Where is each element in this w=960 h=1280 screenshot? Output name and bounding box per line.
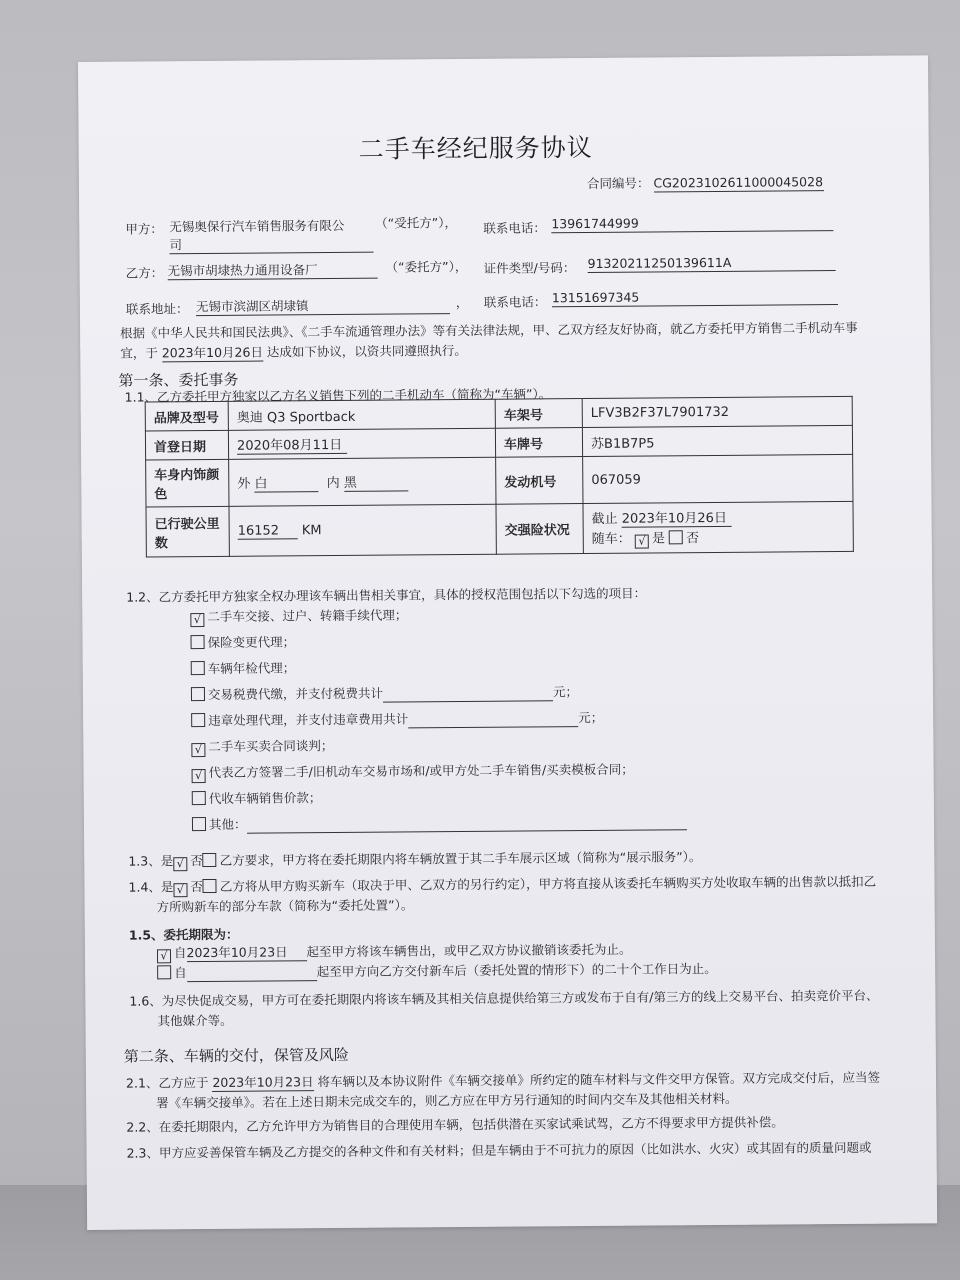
item-checkbox[interactable]	[192, 817, 206, 831]
party-b-role: （“委托方”），	[385, 258, 468, 275]
authorization-item	[192, 762, 634, 783]
term-option-1	[157, 942, 632, 964]
clause-text: 为尽快促成交易，甲方可在委托期限内将该车辆及其相关信息提供给第三方或发布于自有/第三方的线上交易平台、拍卖竞价平台、	[161, 987, 879, 1009]
item-checkbox[interactable]: √	[191, 743, 205, 757]
term-text: 起至甲方向乙方交付新车后（委托处置的情形下）的二十个工作日为止。	[316, 961, 717, 980]
brand-label: 品牌及型号	[145, 401, 228, 431]
clause-text: 甲方应妥善保管车辆及乙方提交的各种文件和有关材料；但是车辆由于不可抗力的原因（比如洪水、火灾）或其固有的质量问题或	[158, 1139, 872, 1161]
with-car-yes: 是	[651, 531, 665, 547]
term-from: 自	[174, 965, 187, 981]
plate-label: 车牌号	[495, 428, 582, 458]
term-option-2	[157, 961, 717, 982]
item-checkbox[interactable]	[191, 713, 205, 727]
clause-1-5	[129, 927, 239, 944]
party-a-name: 无锡奥保行汽车销售服务有限公	[169, 217, 345, 235]
contract-page	[78, 55, 937, 1230]
clause-heading: 委托期限为：	[163, 926, 239, 943]
with-car-yes-checkbox[interactable]: √	[635, 535, 649, 549]
item-text: 其他：	[208, 816, 247, 832]
preamble-text: 宜，于	[120, 345, 158, 361]
no-text: 否	[190, 879, 203, 895]
term-text: 起至甲方将该车辆售出，或甲乙双方协议撤销该委托为止。	[306, 941, 632, 960]
with-car-label: 随车：	[591, 531, 631, 547]
item-checkbox[interactable]	[191, 687, 205, 701]
authorization-item	[192, 790, 322, 807]
interior-label: 内	[326, 475, 340, 492]
mileage-label: 已行驶公里数	[146, 506, 229, 557]
reg-date-value: 2020年08月11日	[237, 434, 347, 455]
with-car-no-checkbox[interactable]	[669, 530, 683, 544]
clause-1-3	[128, 849, 701, 872]
yes-checkbox[interactable]: √	[173, 857, 187, 871]
contact-comma: ，	[455, 294, 469, 311]
reg-date-cell	[228, 428, 495, 459]
clause-1-6-cont: 其他媒介等。	[157, 1012, 233, 1029]
item-text: 二手车交接、过户、转籍手续代理；	[207, 607, 408, 625]
item-text: 保险变更代理；	[207, 634, 296, 651]
insurance-until: 2023年10月26日	[622, 507, 732, 528]
item-suffix: 元；	[578, 709, 604, 726]
item-text: 违章处理代理，并支付违章费用共计	[208, 711, 409, 728]
clause-1-4	[128, 874, 876, 898]
party-b-id: 91320211250139611A	[588, 254, 836, 273]
authorization-item	[192, 813, 687, 834]
insurance-label: 交强险状况	[496, 504, 583, 555]
insurance-until-label: 截止	[591, 511, 618, 527]
item-checkbox[interactable]: √	[190, 613, 204, 627]
party-a-name-cont: 司	[169, 236, 373, 255]
party-b-name: 无锡市胡埭热力通用设备厂	[168, 262, 378, 281]
reg-date-label: 首登日期	[145, 430, 228, 460]
yes-checkbox[interactable]: √	[173, 883, 187, 897]
clause-2-2	[126, 1114, 784, 1135]
no-text: 否	[190, 853, 203, 869]
clause-number: 2.1、	[125, 1075, 159, 1091]
clause-number: 2.3、	[126, 1145, 160, 1161]
contract-number	[587, 174, 824, 193]
item-checkbox[interactable]	[191, 635, 205, 649]
preamble-line-1: 根据《中华人民共和国民法典》、《二手车流通管理办法》等有关法律法规，甲、乙双方经友好协商，就乙方委托甲方销售二手机动车事	[120, 319, 858, 341]
document-title: 二手车经纪服务协议	[358, 132, 593, 164]
contact-phone: 13151697345	[552, 288, 838, 307]
clause-number: 1.4、	[128, 879, 161, 895]
clause-1-1: 1.1、乙方委托甲方独家以乙方名义销售下列的二手机动车（简称为“车辆”）。	[124, 386, 552, 405]
authorization-item	[191, 710, 603, 730]
clause-text: 在委托期限内，乙方允许甲方为销售目的合理使用车辆，包括供潜在买家试乘试驾，乙方不得要求甲方提供补偿。	[158, 1114, 784, 1135]
article-2-heading: 第二条、车辆的交付，保管及风险	[123, 1045, 349, 1066]
term-start-date: 2023年10月23日	[186, 944, 306, 962]
item-text: 代收车辆销售价款；	[208, 790, 322, 806]
item-text: 代表乙方签署二手/旧机动车交易市场和/或甲方处二手车销售/买卖模板合同；	[208, 761, 634, 780]
item-suffix: 元；	[552, 684, 579, 700]
clause-2-1-cont: 署《车辆交接单》。若在上述日期未完成交车的，则乙方应在甲方另行通知的时间内交车及其他相关材料。	[156, 1090, 738, 1111]
clause-text: 乙方将从甲方购买新车（取决于甲、乙双方的另行约定），甲方将直接从该委托车辆购买方处收取车辆的出售款以抵扣乙	[219, 873, 877, 894]
interior-value: 黑	[344, 471, 408, 492]
clause-1-6	[129, 988, 878, 1010]
clause-text-cont: 将车辆以及本协议附件《车辆交接单》所约定的随车材料与文件交甲方保管。双方完成交付后，应当签	[317, 1069, 881, 1090]
authorization-item	[191, 738, 333, 757]
clause-1-4-cont: 方所购新车的部分车款（简称为“委托处置”）。	[156, 897, 414, 915]
authorization-item	[191, 634, 296, 651]
party-a-phone: 13961744999	[551, 214, 833, 233]
preamble-line-2	[120, 343, 467, 363]
contact-address-label: 联系地址：	[125, 301, 189, 317]
term-option-2-checkbox[interactable]	[157, 965, 171, 979]
contract-number-label: 合同编号：	[586, 175, 650, 192]
clause-2-3	[127, 1140, 872, 1162]
yes-text: 是	[160, 879, 174, 895]
color-cell	[229, 457, 496, 506]
party-b-id-label: 证件类型/号码：	[483, 260, 576, 276]
clause-2-1	[126, 1070, 880, 1093]
exterior-value: 白	[254, 472, 318, 493]
insurance-cell	[583, 501, 853, 553]
delivery-date: 2023年10月23日	[212, 1074, 314, 1090]
preamble-text-end: 达成如下协议，以资共同遵照执行。	[266, 342, 467, 360]
clause-number: 1.6、	[129, 993, 162, 1009]
mileage-value: 16152	[238, 523, 298, 539]
clause-number: 2.2、	[126, 1119, 159, 1135]
engine-value: 067059	[583, 454, 853, 503]
item-checkbox[interactable]	[191, 661, 205, 675]
party-b-label: 乙方：	[125, 265, 164, 281]
yes-text: 是	[160, 853, 174, 869]
party-a-phone-label: 联系电话：	[483, 220, 546, 236]
authorization-item	[190, 607, 407, 627]
no-checkbox[interactable]	[203, 879, 217, 893]
no-checkbox[interactable]	[203, 853, 217, 867]
vin-value: LFV3B2F37L7901732	[582, 396, 852, 427]
with-car-no: 否	[686, 531, 700, 547]
term-option-1-checkbox[interactable]: √	[157, 949, 171, 963]
authorization-item	[191, 684, 578, 704]
mileage-cell	[229, 504, 496, 556]
term-from: 自	[173, 945, 187, 961]
clause-number: 1.5、	[128, 927, 164, 943]
article-1-heading: 第一条、委托事务	[118, 370, 239, 390]
mileage-unit: KM	[301, 522, 322, 538]
clause-1-2: 1.2、乙方委托甲方独家全权办理该车辆出售相关事宜，具体的授权范围包括以下勾选的项目：	[126, 585, 647, 605]
party-a-role: （“受托方”），	[375, 215, 458, 231]
contact-address: 无锡市滨湖区胡埭镇	[196, 297, 450, 316]
party-a-label: 甲方：	[125, 221, 163, 237]
exterior-label: 外	[237, 476, 251, 492]
brand-value: 奥迪 Q3 Sportback	[228, 399, 495, 430]
engine-label: 发动机号	[496, 457, 583, 505]
preamble-date: 2023年10月26日	[161, 344, 263, 361]
color-label: 车身内饰颜色	[146, 459, 229, 507]
contact-phone-label: 联系电话：	[483, 294, 547, 310]
item-checkbox[interactable]: √	[192, 769, 206, 783]
item-checkbox[interactable]	[192, 791, 206, 805]
plate-value: 苏B1B7P5	[582, 425, 852, 456]
item-text: 交易税费代缴，并支付税费共计	[207, 685, 384, 702]
item-text: 车辆年检代理；	[207, 660, 296, 676]
vehicle-info-table	[145, 396, 854, 558]
authorization-item	[191, 660, 296, 677]
clause-number: 1.3、	[128, 853, 161, 869]
item-text: 二手车买卖合同谈判；	[208, 738, 334, 754]
clause-text: 乙方要求，甲方将在委托期限内将车辆放置于其二手车展示区域（简称为“展示服务”）。	[219, 849, 702, 868]
vin-label: 车架号	[495, 399, 582, 429]
contract-number-value: CG2023102611000045028	[653, 174, 824, 191]
clause-text: 乙方应于	[158, 1075, 209, 1091]
